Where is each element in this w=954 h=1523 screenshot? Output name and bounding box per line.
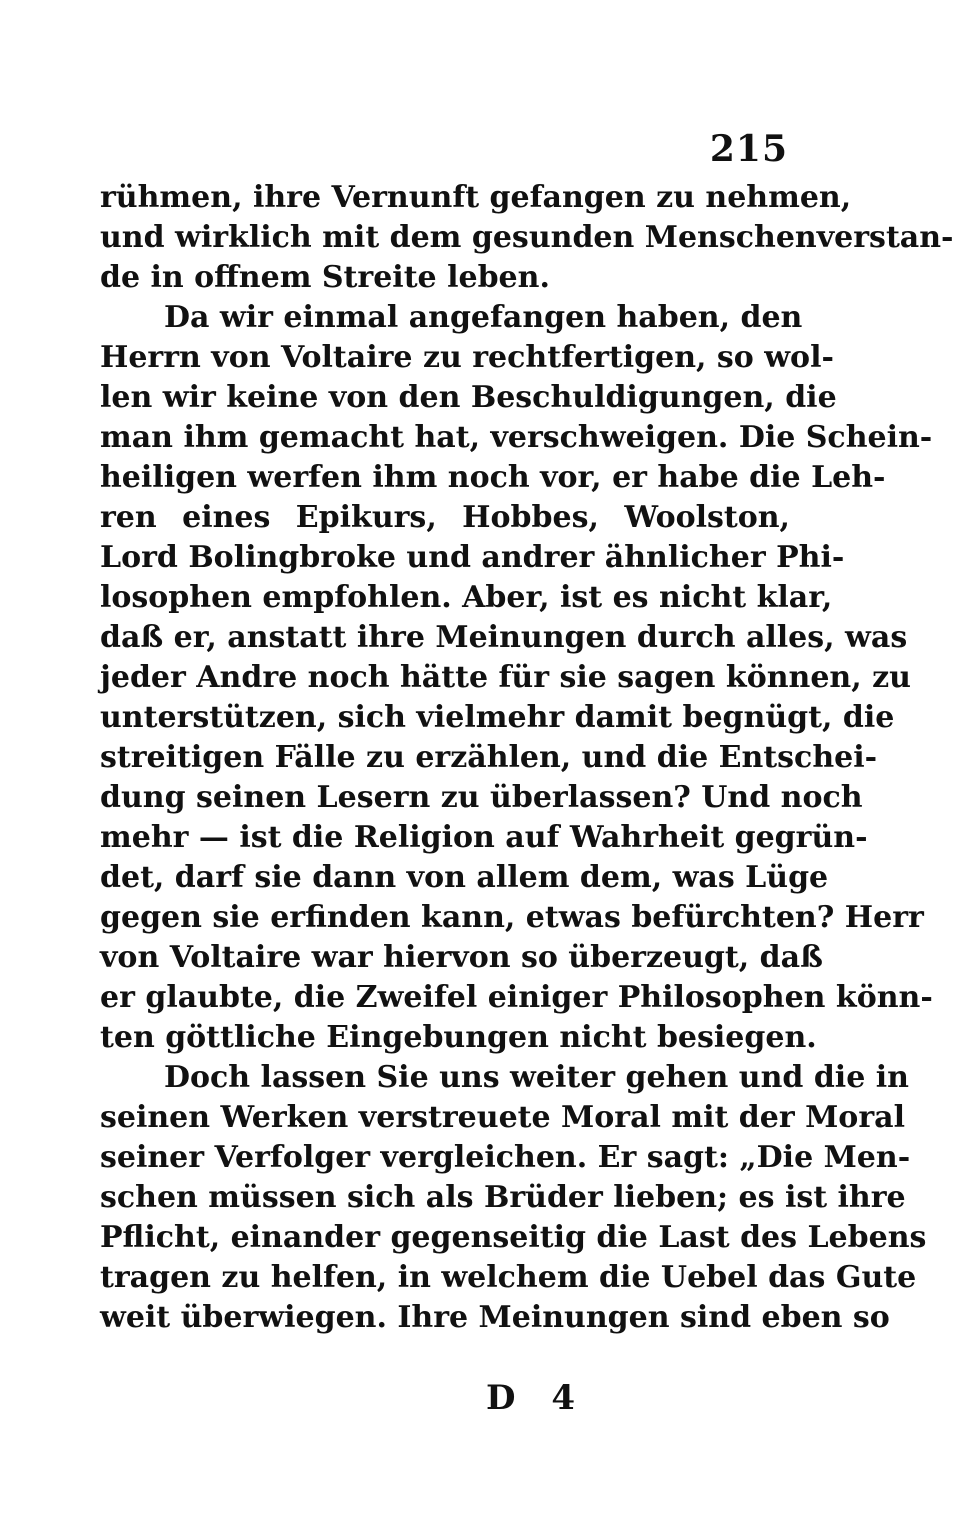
text-line: daß er, anstatt ihre Meinungen durch alles, was — [100, 620, 908, 655]
text-line: mehr — ist die Religion auf Wahrheit gegrün- — [100, 820, 868, 855]
text-line: streitigen Fälle zu erzählen, und die Entschei- — [100, 740, 878, 775]
text-line: len wir keine von den Beschuldigungen, die — [100, 380, 837, 415]
text-line: heiligen werfen ihm noch vor, er habe die Leh- — [100, 460, 886, 495]
text-line: Lord Bolingbroke und andrer ähnlicher Phi- — [100, 540, 845, 575]
text-line: det, darf sie dann von allem dem, was Lüge — [100, 860, 829, 895]
page-number: 215 — [709, 128, 788, 170]
text-line: von Voltaire war hiervon so überzeugt, daß — [100, 940, 823, 975]
catchword: D 4 — [486, 1378, 587, 1418]
text-line: tragen zu helfen, in welchem die Uebel das Gute — [100, 1260, 917, 1295]
text-line: seinen Werken verstreuete Moral mit der Moral — [100, 1100, 905, 1135]
text-line: jeder Andre noch hätte für sie sagen können, zu — [100, 660, 911, 695]
body-text — [100, 178, 954, 1338]
text-line: weit überwiegen. Ihre Meinungen sind eben so — [100, 1300, 890, 1335]
text-line: rühmen, ihre Vernunft gefangen zu nehmen, — [100, 180, 852, 215]
text-line: ten göttliche Eingebungen nicht besiegen. — [100, 1020, 817, 1055]
text-line: unterstützen, sich vielmehr damit begnügt, die — [100, 700, 895, 735]
text-line: und wirklich mit dem gesunden Menschenverstan- — [100, 220, 954, 255]
text-line: de in offnem Streite leben. — [100, 260, 550, 295]
text-line: man ihm gemacht hat, verschweigen. Die Schein- — [100, 420, 933, 455]
text-line: dung seinen Lesern zu überlassen? Und noch — [100, 780, 863, 815]
text-line: seiner Verfolger vergleichen. Er sagt: „Die Men- — [100, 1140, 911, 1175]
text-line: Da wir einmal angefangen haben, den — [164, 300, 803, 335]
text-line: er glaubte, die Zweifel einiger Philosophen könn- — [100, 980, 933, 1015]
text-line: gegen sie erfinden kann, etwas befürchten? Herr — [100, 900, 924, 935]
text-line: Herrn von Voltaire zu rechtfertigen, so wol- — [100, 340, 834, 375]
text-line: Doch lassen Sie uns weiter gehen und die in — [164, 1060, 909, 1095]
text-line: schen müssen sich als Brüder lieben; es ist ihre — [100, 1180, 906, 1215]
text-line: losophen empfohlen. Aber, ist es nicht klar, — [100, 580, 833, 615]
text-line: Pflicht, einander gegenseitig die Last des Lebens — [100, 1220, 927, 1255]
text-line: ren eines Epikurs, Hobbes, Woolston, — [100, 500, 790, 535]
